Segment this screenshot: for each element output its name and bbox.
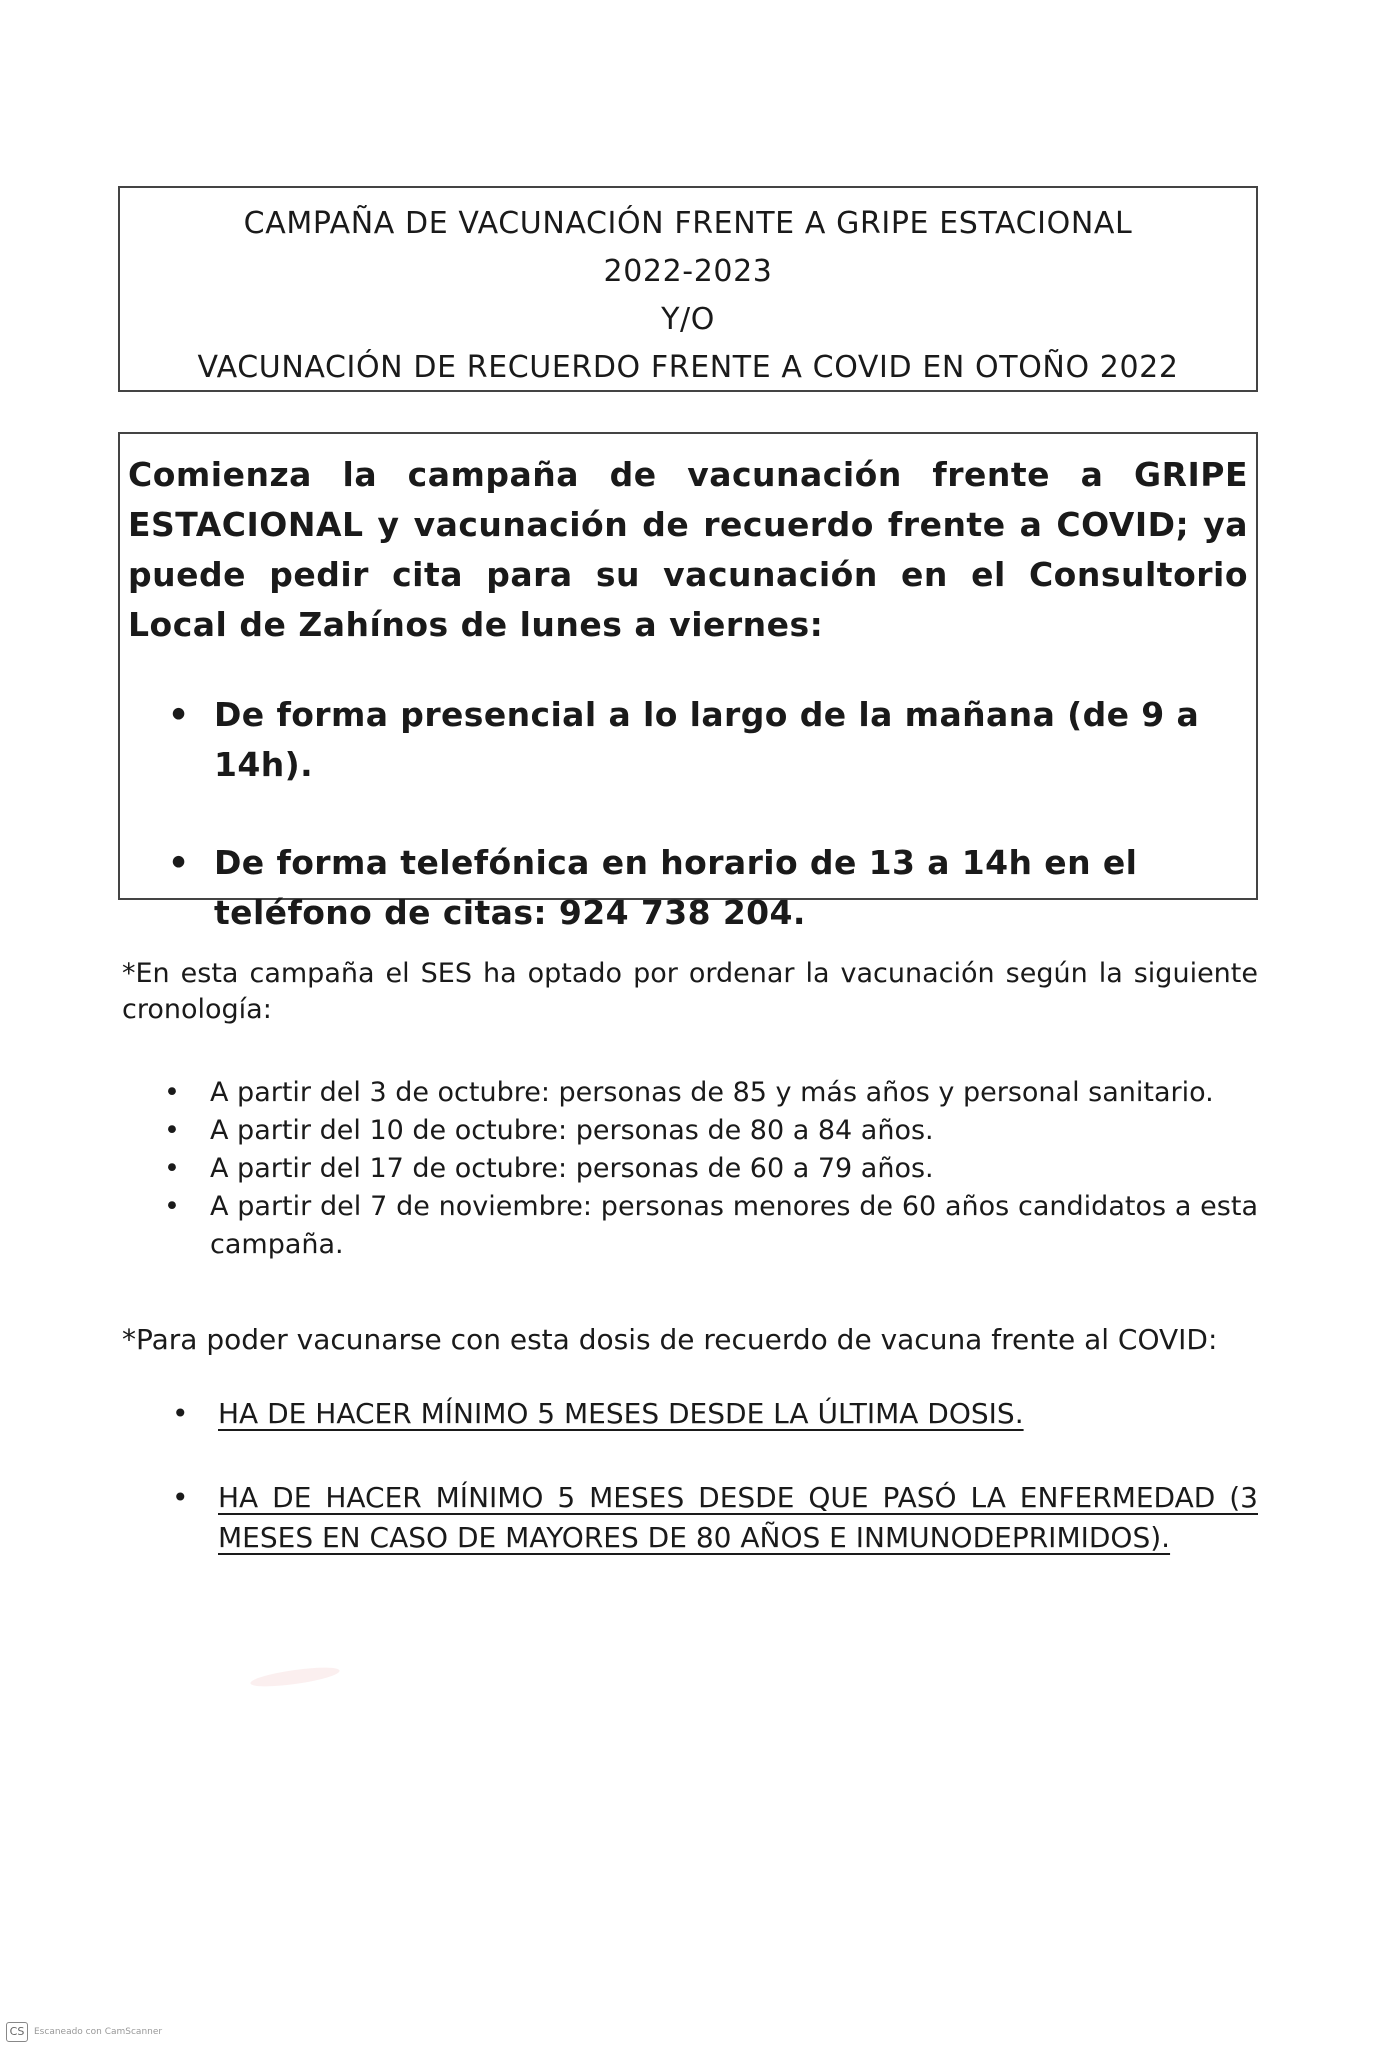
- requirements-note: *Para poder vacunarse con esta dosis de recuerdo de vacuna frente al COVID:: [122, 1323, 1218, 1356]
- list-item: [168, 690, 1248, 790]
- requirements-list: [172, 1394, 1258, 1602]
- scanner-watermark: [6, 2022, 162, 2042]
- bullet-icon: •: [164, 1191, 180, 1222]
- intro-box: [118, 432, 1258, 932]
- title-box: [118, 186, 1258, 392]
- list-item-text: A partir del 10 de octubre: personas de 80 a 84 años.: [210, 1115, 934, 1146]
- title-line-4: VACUNACIÓN DE RECUERDO FRENTE A COVID EN OTOÑO 2022: [197, 350, 1179, 385]
- watermark-text: Escaneado con CamScanner: [34, 2027, 163, 2037]
- list-item: [168, 838, 1248, 938]
- scan-stain: [249, 1664, 340, 1690]
- bullet-icon: •: [164, 1077, 180, 1108]
- bullet-icon: •: [172, 1481, 189, 1514]
- title-line-1: CAMPAÑA DE VACUNACIÓN FRENTE A GRIPE ESTACIONAL: [243, 206, 1133, 241]
- list-item: [164, 1112, 1258, 1150]
- title-line-3: Y/O: [661, 302, 715, 337]
- list-item: [164, 1150, 1258, 1188]
- camscanner-logo-icon: CS: [6, 2022, 28, 2042]
- list-item: [172, 1394, 1258, 1434]
- schedule-note: *En esta campaña el SES ha optado por ordenar la vacunación según la siguiente cronología:: [122, 958, 1258, 1025]
- list-item: [172, 1478, 1258, 1558]
- bullet-icon: •: [164, 1153, 180, 1184]
- title-line-2: 2022-2023: [603, 254, 773, 289]
- intro-paragraph: Comienza la campaña de vacunación frente a GRIPE ESTACIONAL y vacunación de recuerdo frente a COVID; ya puede pedir cita para su vacunación en el Consultorio Local de Zahínos de lunes a viernes:: [128, 455, 1248, 644]
- list-item: [164, 1074, 1258, 1112]
- list-item-text: A partir del 7 de noviembre: personas menores de 60 años candidatos a esta campaña.: [210, 1191, 1258, 1260]
- schedule-list: [164, 1074, 1258, 1264]
- appointment-methods-list: [128, 690, 1248, 938]
- list-item-text: HA DE HACER MÍNIMO 5 MESES DESDE QUE PASÓ LA ENFERMEDAD (3 MESES EN CASO DE MAYORES DE 80 AÑOS E INMUNODEPRIMIDOS).: [218, 1481, 1258, 1554]
- list-item-text: A partir del 17 de octubre: personas de 60 a 79 años.: [210, 1153, 934, 1184]
- list-item-text: De forma telefónica en horario de 13 a 14h en el teléfono de citas: 924 738 204.: [214, 843, 1138, 932]
- list-item: [164, 1188, 1258, 1264]
- bullet-icon: •: [168, 695, 190, 734]
- bullet-icon: •: [164, 1115, 180, 1146]
- list-item-text: De forma presencial a lo largo de la mañana (de 9 a 14h).: [214, 695, 1200, 784]
- bullet-icon: •: [168, 843, 190, 882]
- list-item-text: A partir del 3 de octubre: personas de 85 y más años y personal sanitario.: [210, 1077, 1214, 1108]
- list-item-text: HA DE HACER MÍNIMO 5 MESES DESDE LA ÚLTIMA DOSIS.: [218, 1397, 1024, 1430]
- bullet-icon: •: [172, 1397, 189, 1430]
